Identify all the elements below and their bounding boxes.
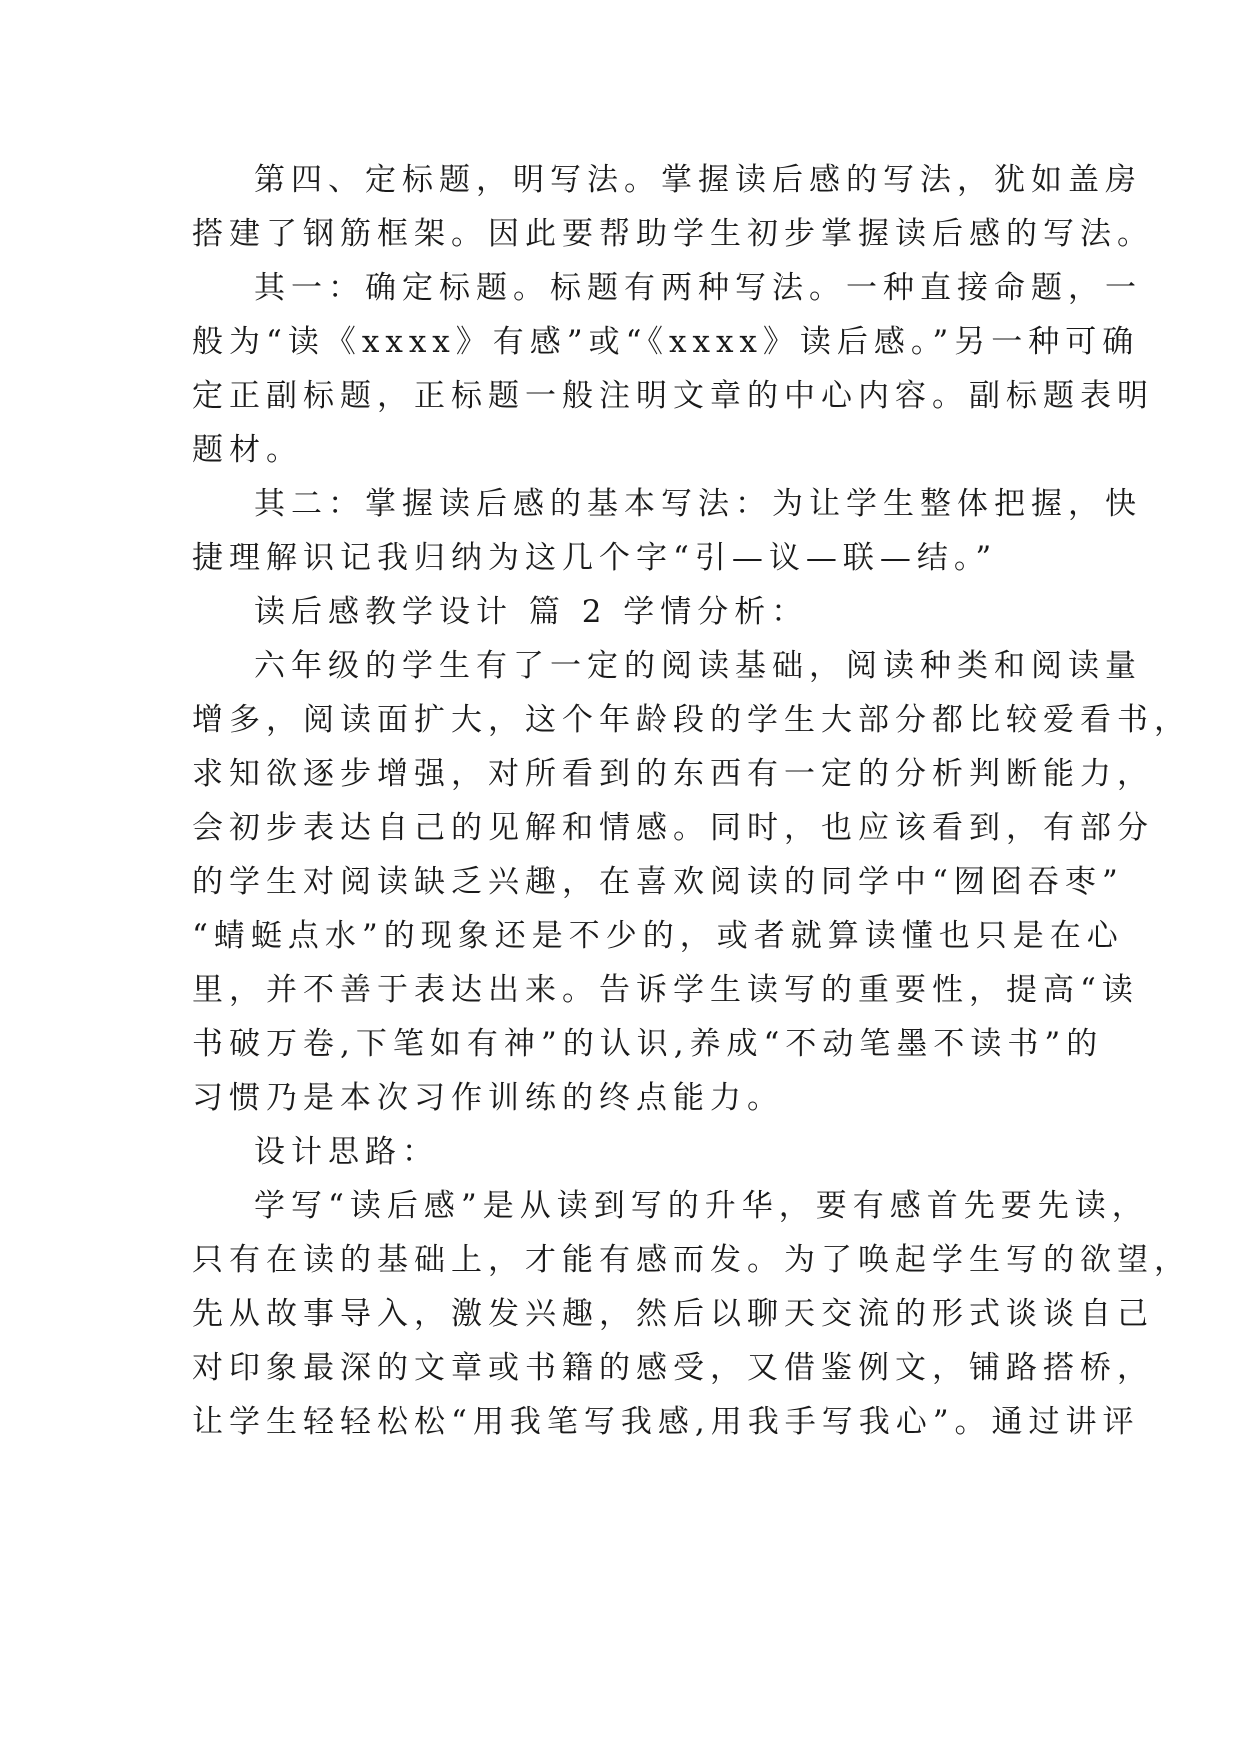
text-line: 捷理解识记我归纳为这几个字“引—议—联—结。” [192, 540, 998, 576]
text-line: 读后感教学设计 篇 2 学情分析： [254, 594, 809, 630]
text-line: 六年级的学生有了一定的阅读基础，阅读种类和阅读量 [254, 648, 1142, 684]
text-line: 增多，阅读面扩大，这个年龄段的学生大部分都比较爱看书， [192, 702, 1191, 738]
text-line: 对印象最深的文章或书籍的感受，又借鉴例文，铺路搭桥， [192, 1350, 1154, 1386]
text-line: 会初步表达自己的见解和情感。同时，也应该看到，有部分 [192, 810, 1154, 846]
text-line: 习惯乃是本次习作训练的终点能力。 [192, 1080, 784, 1116]
text-line: 其一：确定标题。标题有两种写法。一种直接命题，一 [254, 270, 1142, 306]
text-line: 的学生对阅读缺乏兴趣，在喜欢阅读的同学中“囫囵吞枣” [192, 864, 1124, 900]
text-line: 书破万卷,下笔如有神”的认识,养成“不动笔墨不读书”的 [192, 1026, 1104, 1062]
text-line: 让学生轻轻松松“用我笔写我感,用我手写我心”。通过讲评 [192, 1404, 1140, 1440]
text-line: 搭建了钢筋框架。因此要帮助学生初步掌握读后感的写法。 [192, 216, 1154, 252]
text-line: 学写“读后感”是从读到写的升华，要有感首先要先读， [254, 1188, 1149, 1224]
text-line: 第四、定标题，明写法。掌握读后感的写法，犹如盖房 [254, 162, 1142, 198]
text-line: 设计思路： [254, 1134, 439, 1170]
text-line: 先从故事导入，激发兴趣，然后以聊天交流的形式谈谈自己 [192, 1296, 1154, 1332]
text-line: 题材。 [192, 432, 303, 468]
text-line: 只有在读的基础上，才能有感而发。为了唤起学生写的欲望， [192, 1242, 1191, 1278]
text-line: 般为“读《xxxx》有感”或“《xxxx》读后感。”另一种可确 [192, 324, 1140, 360]
text-line: “蜻蜓点水”的现象还是不少的，或者就算读懂也只是在心 [192, 918, 1124, 954]
text-line: 其二：掌握读后感的基本写法：为让学生整体把握，快 [254, 486, 1142, 522]
text-line: 求知欲逐步增强，对所看到的东西有一定的分析判断能力， [192, 756, 1154, 792]
text-line: 定正副标题，正标题一般注明文章的中心内容。副标题表明 [192, 378, 1154, 414]
text-line: 里，并不善于表达出来。告诉学生读写的重要性，提高“读 [192, 972, 1139, 1008]
